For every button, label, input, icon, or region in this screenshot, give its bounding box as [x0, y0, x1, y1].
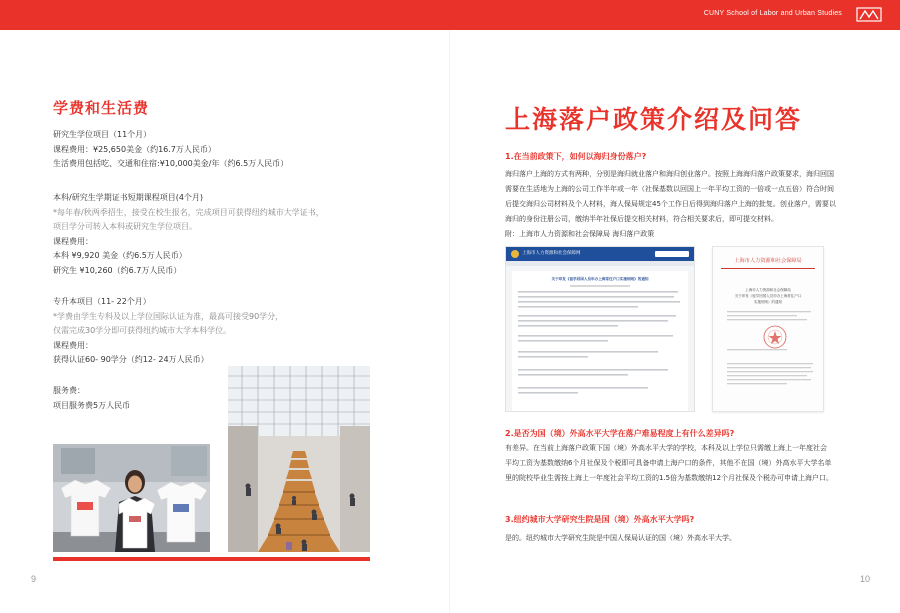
q1-line: 海归落户上海的方式有两种，分别是海归就业落户和海归创业落户。按照上海海归落户政策要求，海归回国 — [505, 170, 834, 178]
letterhead: 上海市人力资源和社会保障局 — [734, 258, 802, 264]
upgrade-section — [53, 295, 283, 368]
letter-title — [713, 287, 823, 305]
letter-title-line: 上海市人力资源和社会保障局 — [745, 288, 791, 292]
official-notice-document — [712, 246, 824, 412]
certificate-grad-fee: 研究生 ¥10,260（约6.7万人民币） — [53, 265, 182, 275]
graduate-heading: 研究生学位项目（11个月） — [53, 130, 152, 139]
certificate-note-2: 项目学分可转入本科或研究生学位项目。 — [53, 222, 197, 231]
website-name: 上海市人力资源和社会保障网 — [522, 251, 581, 256]
q1-answer — [505, 167, 850, 242]
letter-body — [713, 309, 824, 409]
website-body-text — [518, 291, 684, 409]
website-meta — [570, 285, 630, 287]
certificate-undergrad-fee: 本科 ¥9,920 美金（约6.5万人民币） — [53, 251, 187, 260]
certificate-section — [53, 191, 324, 278]
service-section — [53, 384, 130, 413]
letterhead-rule — [721, 268, 815, 269]
left-accent-bar — [53, 557, 370, 561]
right-page-number: 10 — [860, 574, 871, 584]
certificate-heading: 本科/研究生学期证书短期课程项目(4个月) — [53, 193, 204, 202]
upgrade-note-1: *学费由学生专科及以上学位国际认证为准，最高可接受90学分， — [53, 311, 284, 321]
q2-title: 2.是否为国（境）外高水平大学在落户难易程度上有什么差异吗? — [505, 429, 735, 438]
graduate-section — [53, 128, 288, 172]
website-headline: 关于印发《留学回国人员申办上海常住户口实施细则》的通知 — [551, 277, 649, 281]
q2-line: 有差异。在当前上海落户政策下国（境）外高水平大学的学校，本科及以上学位只需缴上海上一年度社会 — [505, 444, 827, 452]
certificate-fees-label: 课程费用： — [53, 236, 93, 246]
left-page-title: 学费和生活费 — [53, 99, 150, 117]
q2-line: 平均工资为基数缴纳6个月社保及个税即可具备申请上海户口的条件，其他不在国（境）外高水平大学名单 — [505, 459, 832, 467]
page-fold — [449, 30, 450, 613]
letter-title-line: 关于印发《留学回国人员申办上海常住户口 — [734, 294, 802, 298]
graduate-tuition: 课程费用：¥25,650美金（约16.7万人民币） — [53, 144, 216, 154]
upgrade-fee: 获得认证60- 90学分（约12- 24万人民币） — [53, 355, 209, 364]
certificate-note-1: *每年春/秋两季招生，接受在校生报名，完成项目可获得纽约城市大学证书， — [53, 207, 324, 217]
q1-line: 海归的身份注册公司，缴纳半年社保后提交相关材料，符合相关要求后，即可提交材料。 — [505, 215, 778, 223]
top-banner — [0, 0, 900, 30]
q1-line: 需要在生活地为上海的公司工作半年或一年（社保基数以回国上一年平均工资的一倍或一点五倍）符合时间 — [505, 185, 834, 193]
left-page-number: 9 — [31, 574, 37, 584]
upgrade-note-2: 仅需完成30学分即可获得纽约城市大学本科学位。 — [53, 326, 232, 335]
campus-stairs-photo — [228, 366, 370, 552]
emblem-icon — [511, 250, 519, 258]
website-article — [512, 271, 688, 412]
q1-reference: 附：上海市人力资源和社会保障局 海归落户政策 — [505, 230, 655, 238]
cuny-logo-icon — [856, 6, 882, 23]
website-nav-bar — [506, 261, 694, 266]
service-fee: 项目服务费5万人民币 — [53, 400, 131, 410]
website-header — [506, 247, 694, 261]
students-tshirts-photo — [53, 444, 210, 552]
policy-website-screenshot — [505, 246, 695, 412]
org-name: CUNY School of Labor and Urban Studies — [703, 10, 842, 17]
q1-line: 后提交海归公司材料及个人材料，海人保局规定45个工作日后得到海归落户上海的批复。创业落户，需要以 — [505, 200, 836, 208]
graduate-living: 生活费用包括吃、交通和住宿:¥10,000美金/年（约6.5万人民币） — [53, 159, 289, 168]
letter-title-line: 实施细则》的通知 — [754, 300, 782, 304]
upgrade-heading: 专升本项目（11- 22个月） — [53, 297, 151, 306]
right-page-title: 上海落户政策介绍及问答 — [505, 105, 803, 134]
q3-title: 3.纽约城市大学研究生院是国（境）外高水平大学吗? — [505, 515, 695, 524]
website-search-box — [655, 251, 689, 257]
upgrade-fees-label: 课程费用： — [53, 340, 93, 350]
q2-answer — [505, 441, 850, 486]
q2-line: 里的院校毕业生需按上海上一年度社会平均工资的1.5倍为基数缴纳12个月社保及个税办可申请上海户口。 — [505, 474, 834, 482]
service-heading: 服务费： — [53, 386, 85, 395]
q1-title: 1.在当前政策下，如何以海归身份落户? — [505, 152, 647, 161]
q3-answer: 是的。纽约城市大学研究生院是中国人保局认证的国（境）外高水平大学。 — [505, 534, 736, 542]
